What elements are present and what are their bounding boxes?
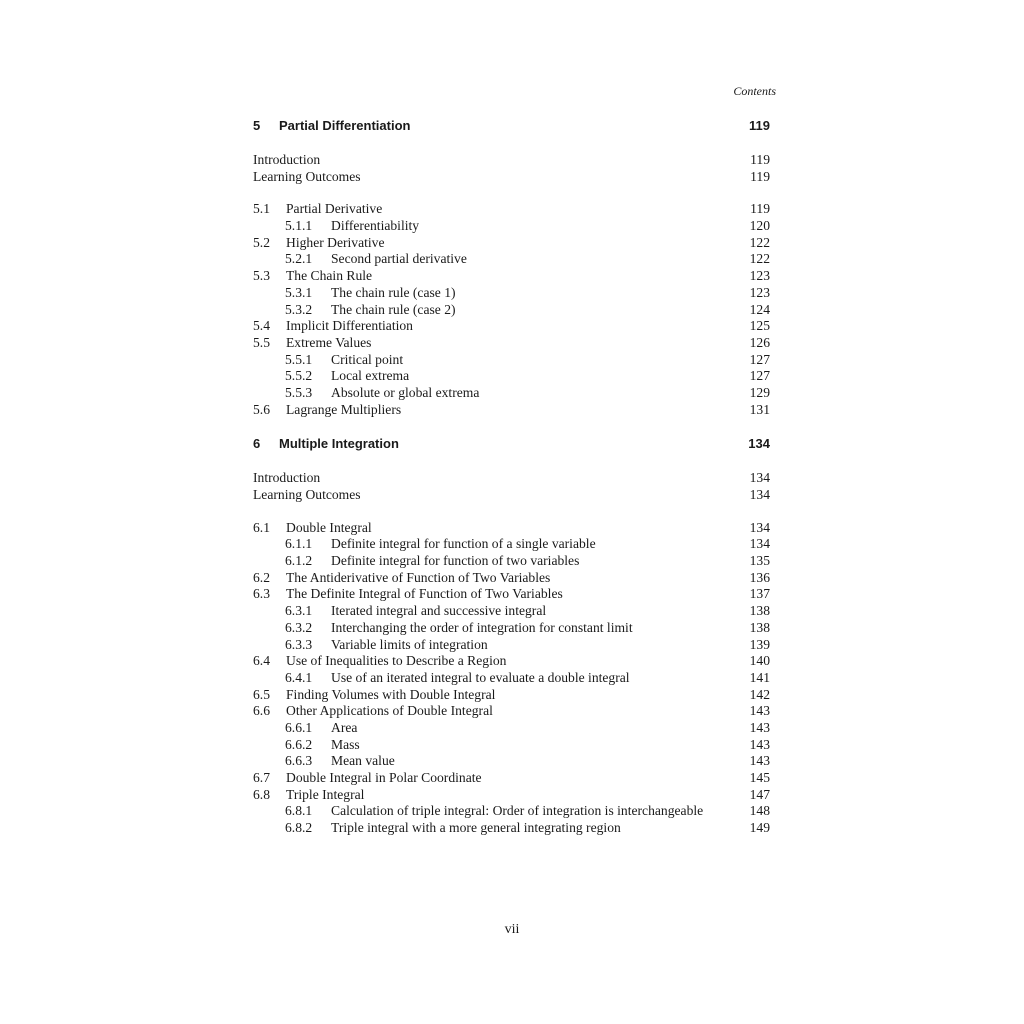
toc-subsection — [253, 670, 770, 687]
entry-page: 147 — [749, 786, 770, 802]
entry-title: Introduction — [253, 470, 321, 486]
entry-page: 125 — [749, 318, 770, 334]
spacer — [253, 454, 770, 470]
entry-number: 6.5 — [253, 686, 270, 702]
entry-number: 5.3.2 — [285, 301, 313, 317]
toc-subsection — [253, 737, 770, 754]
entry-page: 143 — [749, 703, 770, 719]
entry-title: Double Integral in Polar Coordinate — [286, 770, 482, 785]
chapter-page: 134 — [748, 436, 770, 452]
entry-page: 123 — [749, 284, 770, 300]
entry-page: 145 — [749, 770, 770, 785]
entry-title: Partial Derivative — [286, 201, 383, 217]
toc-subsection — [253, 820, 770, 837]
entry-title: The Definite Integral of Function of Two Variables — [286, 586, 563, 602]
toc-section — [253, 770, 770, 787]
toc-section — [253, 703, 770, 720]
entry-number: 6.7 — [253, 770, 270, 785]
entry-number: 6.3.1 — [285, 603, 313, 619]
entry-page: 134 — [749, 536, 770, 552]
spacer — [253, 136, 770, 152]
entry-page: 129 — [749, 384, 770, 400]
entry-number: 5.2 — [253, 234, 270, 250]
spacer — [253, 185, 770, 201]
toc-section — [253, 318, 770, 335]
toc-subsection — [253, 368, 770, 385]
entry-page: 143 — [749, 753, 770, 769]
entry-title: Implicit Differentiation — [286, 318, 413, 334]
running-head: Contents — [733, 84, 776, 98]
entry-page: 119 — [750, 201, 770, 217]
entry-title: Learning Outcomes — [253, 487, 361, 502]
toc-section — [253, 335, 770, 352]
chapter-page: 119 — [749, 118, 770, 133]
entry-title: The chain rule (case 1) — [331, 284, 456, 300]
entry-title: Critical point — [331, 351, 404, 367]
entry-number: 6.3.3 — [285, 636, 313, 652]
entry-title: Use of Inequalities to Describe a Region — [286, 653, 507, 669]
entry-title: Definite integral for function of two variables — [331, 553, 580, 569]
entry-page: 122 — [749, 234, 770, 250]
toc-subsection — [253, 218, 770, 235]
entry-page: 122 — [749, 251, 770, 267]
entry-page: 134 — [749, 470, 770, 486]
entry-page: 143 — [749, 719, 770, 735]
entry-number: 6.8.2 — [285, 820, 313, 836]
entry-number: 6.1.1 — [285, 536, 313, 552]
entry-page: 127 — [749, 368, 770, 384]
toc-section — [253, 402, 770, 419]
toc-subsection — [253, 637, 770, 654]
toc-subsection — [253, 251, 770, 268]
entry-number: 6.1.2 — [285, 553, 313, 569]
entry-title: Introduction — [253, 152, 321, 167]
toc-subsection — [253, 553, 770, 570]
entry-title: Interchanging the order of integration for constant limit — [331, 619, 633, 635]
toc-section — [253, 570, 770, 587]
entry-page: 140 — [749, 653, 770, 669]
entry-number: 5.2.1 — [285, 251, 313, 267]
entry-title: Finding Volumes with Double Integral — [286, 686, 496, 702]
entry-number: 5.6 — [253, 401, 270, 417]
entry-number: 5.3 — [253, 268, 270, 284]
toc-subsection — [253, 803, 770, 820]
entry-number: 5.1 — [253, 201, 270, 217]
toc-front-item — [253, 470, 770, 487]
spacer — [253, 418, 770, 434]
chapter-title: Partial Differentiation — [279, 118, 411, 133]
entry-title: Absolute or global extrema — [331, 384, 480, 400]
entry-title: Local extrema — [331, 368, 410, 384]
entry-title: Other Applications of Double Integral — [286, 703, 493, 719]
toc-section — [253, 520, 770, 537]
entry-page: 135 — [749, 553, 770, 569]
entry-title: Calculation of triple integral: Order of integration is interchangeable — [331, 803, 704, 819]
entry-title: Definite integral for function of a single variable — [331, 536, 596, 552]
entry-number: 6.1 — [253, 519, 270, 535]
entry-title: Use of an iterated integral to evaluate a double integral — [331, 669, 630, 685]
toc-section — [253, 653, 770, 670]
entry-title: Variable limits of integration — [331, 636, 488, 652]
entry-page: 138 — [749, 619, 770, 635]
entry-page: 124 — [749, 301, 770, 317]
entry-number: 6.4 — [253, 653, 270, 669]
entry-number: 6.2 — [253, 569, 270, 585]
entry-title: Mass — [331, 736, 360, 752]
entry-title: Learning Outcomes — [253, 168, 361, 184]
entry-number: 5.5 — [253, 334, 270, 350]
entry-title: The Antiderivative of Function of Two Variables — [286, 569, 551, 585]
page-number: vii — [504, 922, 520, 937]
entry-title: Double Integral — [286, 519, 372, 535]
toc-section — [253, 787, 770, 804]
toc-subsection — [253, 603, 770, 620]
toc-section — [253, 235, 770, 252]
entry-title: Differentiability — [331, 218, 420, 234]
entry-page: 137 — [749, 586, 770, 602]
entry-page: 143 — [749, 736, 770, 752]
entry-title: Second partial derivative — [331, 251, 467, 267]
entry-number: 6.8.1 — [285, 803, 313, 819]
entry-page: 148 — [749, 803, 770, 819]
entry-number: 6.6.1 — [285, 719, 313, 735]
entry-number: 6.8 — [253, 786, 270, 802]
entry-number: 5.5.2 — [285, 368, 313, 384]
entry-page: 139 — [749, 636, 770, 652]
toc-subsection — [253, 620, 770, 637]
spacer — [253, 504, 770, 520]
chapter-number: 6 — [253, 436, 261, 452]
entry-number: 6.4.1 — [285, 669, 313, 685]
entry-number: 6.3 — [253, 586, 270, 602]
entry-page: 136 — [749, 569, 770, 585]
entry-number: 5.4 — [253, 318, 270, 334]
entry-page: 149 — [749, 820, 770, 836]
entry-title: Higher Derivative — [286, 234, 385, 250]
chapter-title: Multiple Integration — [279, 436, 399, 452]
entry-title: Iterated integral and successive integral — [331, 603, 547, 619]
entry-page: 138 — [749, 603, 770, 619]
entry-page: 126 — [749, 334, 770, 350]
entry-number: 6.3.2 — [285, 619, 313, 635]
toc-section — [253, 201, 770, 218]
entry-page: 142 — [749, 686, 770, 702]
entry-number: 5.3.1 — [285, 284, 313, 300]
entry-number: 5.1.1 — [285, 218, 313, 234]
chapter-number: 5 — [253, 118, 261, 133]
entry-page: 123 — [749, 268, 770, 284]
toc-subsection — [253, 302, 770, 319]
toc-front-item — [253, 169, 770, 186]
entry-title: Lagrange Multipliers — [286, 401, 402, 417]
entry-page: 141 — [749, 669, 770, 685]
entry-page: 119 — [750, 152, 770, 167]
table-of-contents — [253, 116, 770, 837]
entry-title: Mean value — [331, 753, 395, 769]
entry-title: Area — [331, 719, 358, 735]
entry-title: The Chain Rule — [286, 268, 373, 284]
entry-page: 120 — [749, 218, 770, 234]
toc-section — [253, 687, 770, 704]
toc-subsection — [253, 536, 770, 553]
toc-subsection — [253, 285, 770, 302]
entry-number: 6.6.3 — [285, 753, 313, 769]
entry-number: 6.6.2 — [285, 736, 313, 752]
toc-subsection — [253, 753, 770, 770]
toc-front-item — [253, 487, 770, 504]
entry-page: 134 — [749, 487, 770, 502]
entry-page: 131 — [749, 401, 770, 417]
entry-number: 5.5.3 — [285, 384, 313, 400]
entry-page: 127 — [749, 351, 770, 367]
entry-title: Extreme Values — [286, 334, 372, 350]
chapter-heading — [253, 116, 770, 136]
entry-title: The chain rule (case 2) — [331, 301, 456, 317]
entry-page: 134 — [749, 519, 770, 535]
entry-number: 6.6 — [253, 703, 270, 719]
chapter-heading — [253, 434, 770, 454]
toc-subsection — [253, 385, 770, 402]
entry-page: 119 — [750, 168, 770, 184]
toc-subsection — [253, 352, 770, 369]
toc-subsection — [253, 720, 770, 737]
toc-front-item — [253, 152, 770, 169]
entry-number: 5.5.1 — [285, 351, 313, 367]
entry-title: Triple integral with a more general integrating region — [331, 820, 621, 836]
entry-title: Triple Integral — [286, 786, 365, 802]
toc-section — [253, 268, 770, 285]
toc-section — [253, 586, 770, 603]
